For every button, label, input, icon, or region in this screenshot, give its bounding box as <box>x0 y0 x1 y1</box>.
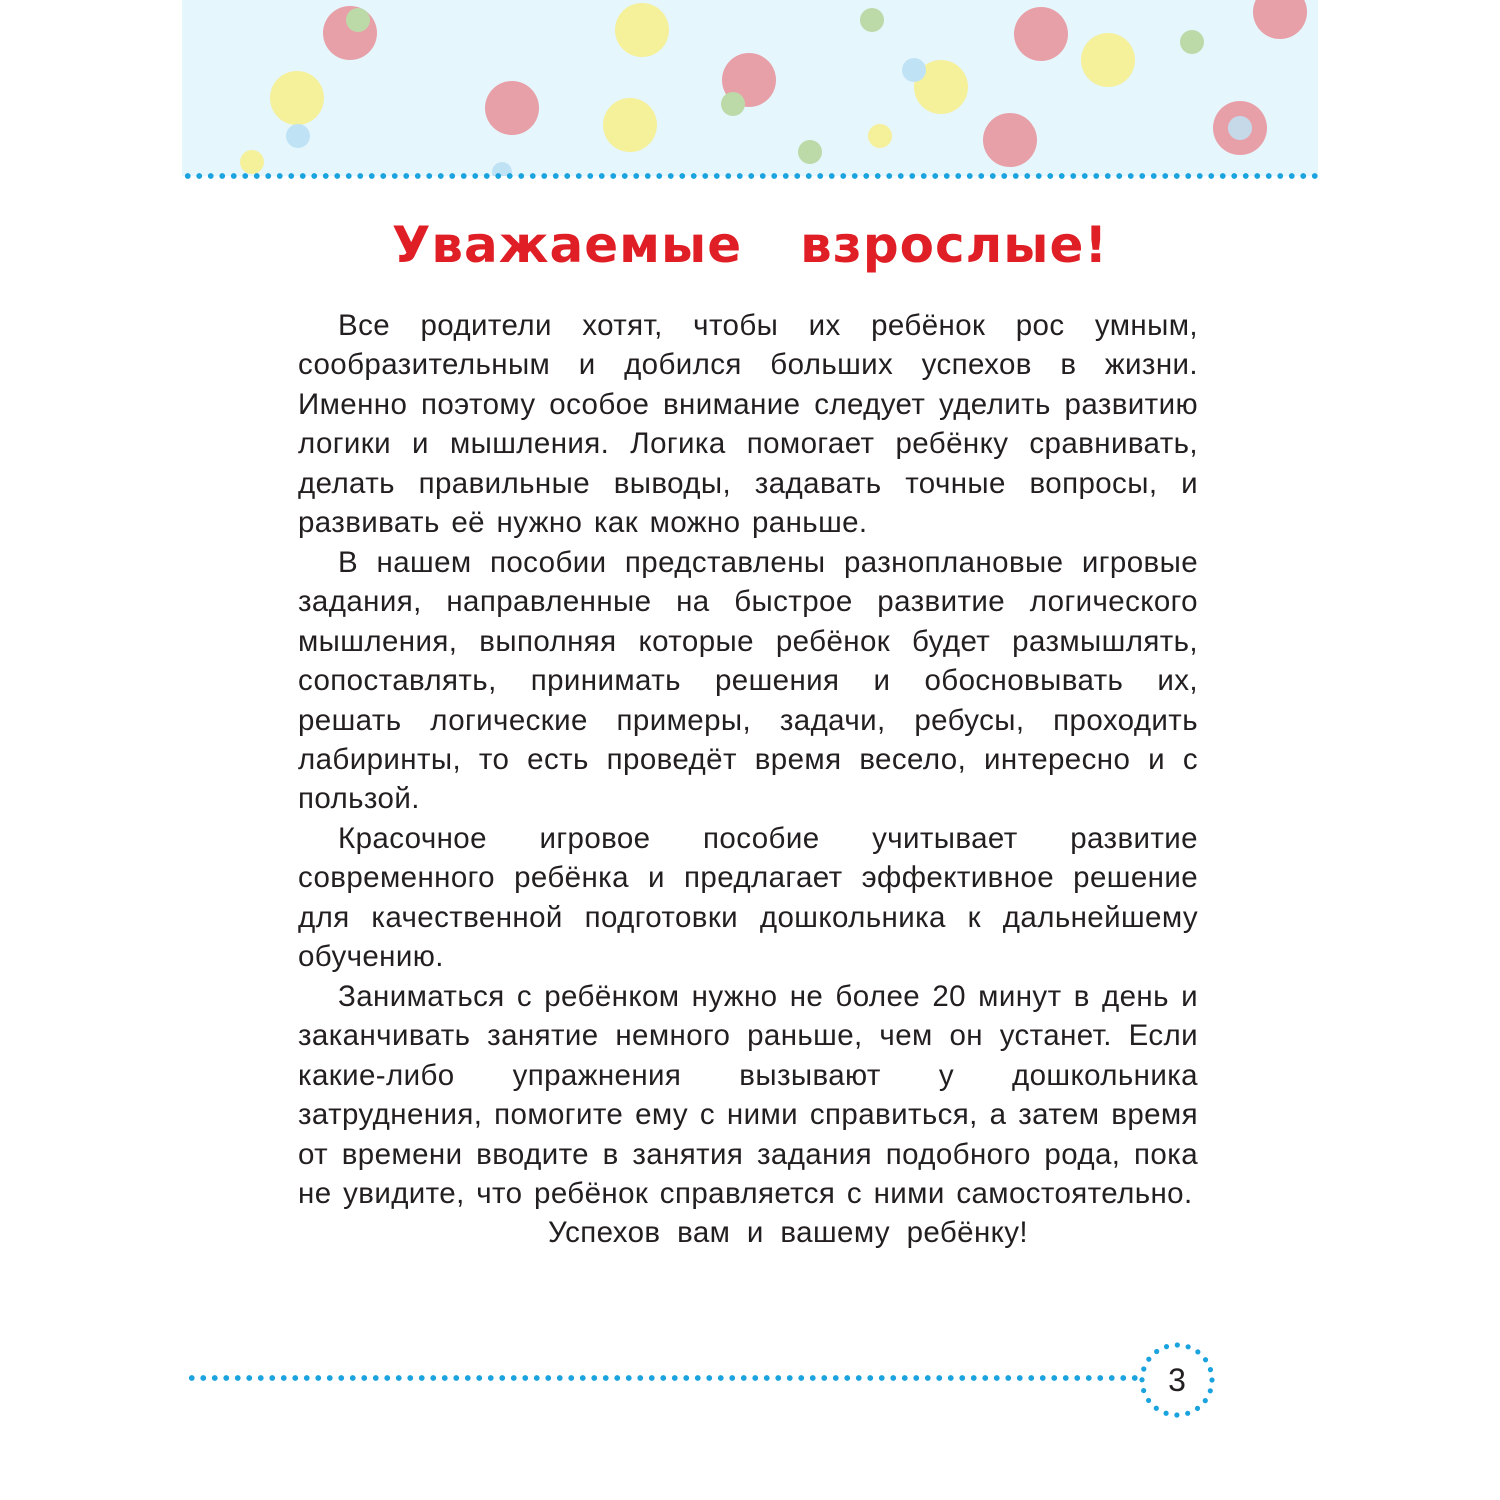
page-title <box>182 210 1318 280</box>
decorative-header-bubbles <box>182 0 1318 176</box>
title-word-1: Уважаемые <box>391 216 743 274</box>
paragraph-3: Красочное игровое пособие учитывает развитие современного ребёнка и предлагает эффективное решение для качественной подготовки дошкольника к дальнейшему обучению. <box>298 821 1198 974</box>
bottom-dotted-divider <box>186 1374 1138 1382</box>
top-dotted-divider <box>182 172 1318 180</box>
bubbles-illustration <box>182 0 1318 176</box>
page-number-badge <box>1137 1340 1217 1420</box>
title-word-2: взрослые! <box>800 216 1109 274</box>
paragraph-2: В нашем пособии представлены разноплановые игровые задания, направленные на быстрое развитие логического мышления, выполняя которые ребёнок будет размышлять, сопоставлять, принимать решения и обосновывать их, решать логические примеры, задачи, ребусы, проходить лабиринты, то есть проведёт время весело, интересно и с пользой. <box>298 545 1198 816</box>
closing-line: Успехов вам и вашему ребёнку! <box>547 1216 1029 1250</box>
page-number: 3 <box>1168 1362 1186 1398</box>
intro-text <box>298 306 1198 1253</box>
paragraph-1: Все родители хотят, чтобы их ребёнок рос умным, сообразительным и добился больших успехов в жизни. Именно поэтому особое внимание следует уделить развитию логики и мышления. Логика помогает ребёнку сравнивать, делать правильные выводы, задавать точные вопросы, и развивать её нужно как можно раньше. <box>298 309 1198 540</box>
paragraph-4: Заниматься с ребёнком нужно не более 20 минут в день и заканчивать занятие немного раньше, чем он устанет. Если какие-либо упражнения вызывают у дошкольника затруднения, помогите ему с ними справиться, а затем время от времени вводите в занятия задания подобного рода, пока не увидите, что ребёнок справляется с ними самостоятельно. <box>298 979 1198 1210</box>
